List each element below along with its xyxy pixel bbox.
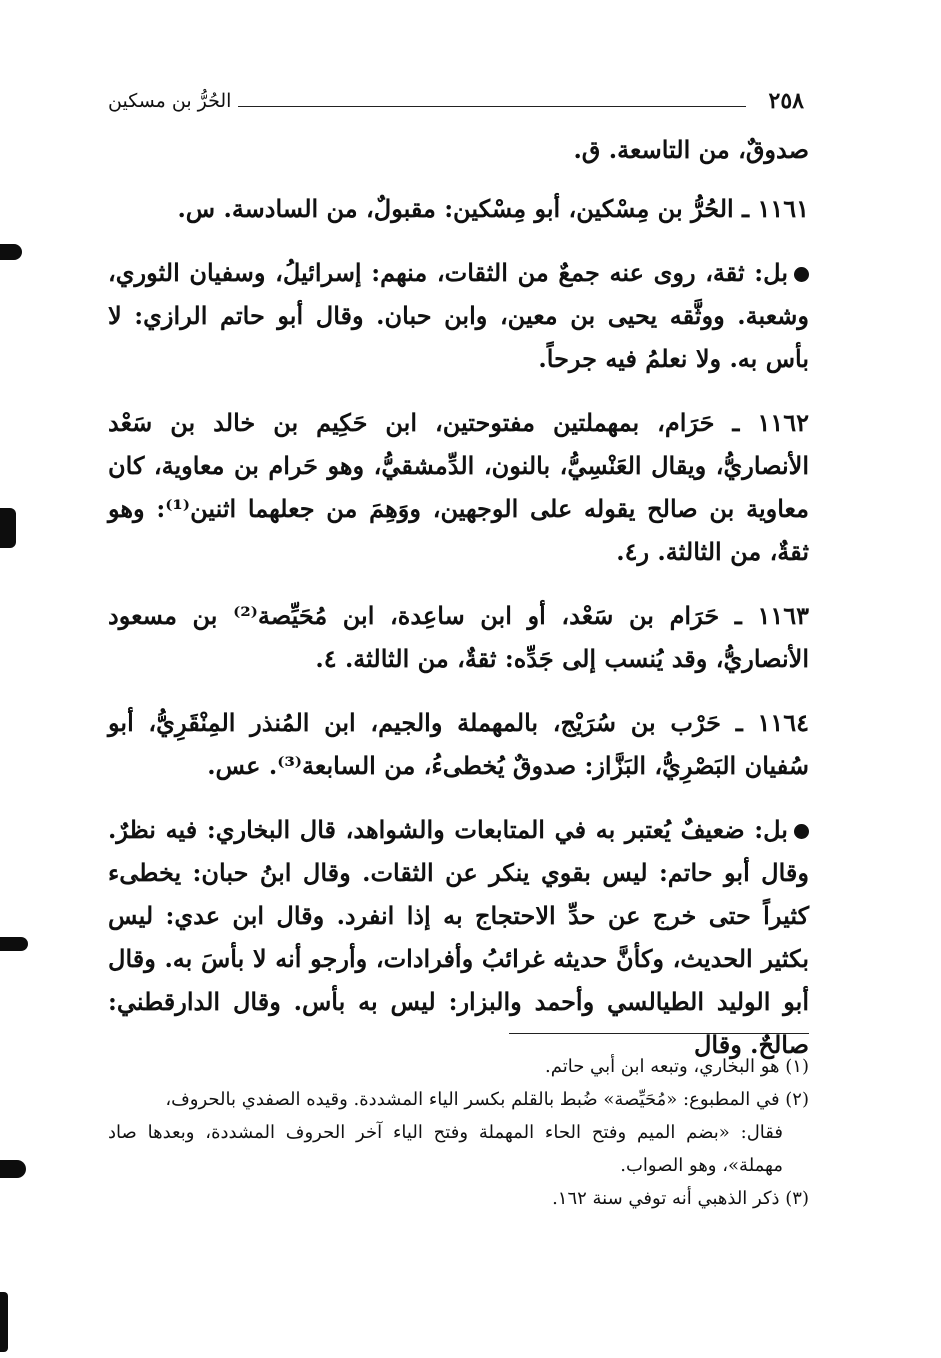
scan-mark xyxy=(0,508,16,548)
comment-text: بل: ثقة، روى عنه جمعٌ من الثقات، منهم: إسرائيلُ، وسفيان الثوري، وشعبة. ووثَّقه يحيى بن معين، وابن حبان. وقال أبو حاتم الرازي: لا بأس به. ولا نعلمُ فيه جرحاً. xyxy=(108,258,810,373)
comment-text: بل: ضعيفٌ يُعتبر به في المتابعات والشواهد، قال البخاري: فيه نظرٌ. وقال أبو حاتم: ليس بقوي ينكر عن الثقات. وقال ابنُ حبان: يخطىء كثيراً حتى خرج عن حدِّ الاحتجاج به إذا انفرد. وقال ابن عدي: ليس بكثير الحديث، وكأنَّ حديثه غرائبُ وأفرادات، وأرجو أنه لا بأسَ به. وقال أبو الوليد الطيالسي وأحمد والبزار: ليس به بأس. وقال الدارقطني: صالحٌ. وقال xyxy=(108,815,809,1059)
entry-1162: ١١٦٢ ـ حَرَام، بمهملتين مفتوحتين، ابن حَكِيم بن خالد بن سَعْد الأنصاريُّ، ويقال العَنْسِيُّ، بالنون، الدِّمشقيُّ، وهو حَرام بن معاوية، كان معاوية بن صالح يقوله على الوجهين، ووَهِمَ من جعلهما اثنين⁽¹⁾: وهو ثقةٌ، من الثالثة. ر٤. xyxy=(108,408,810,566)
footnote-2: (٢) في المطبوع: «مُحَيِّصة» ضُبط بالقلم بكسر الياء المشددة. وقيده الصفدي بالحروف، xyxy=(165,1089,809,1110)
header-rule xyxy=(238,106,746,107)
footnote-3: (٣) ذكر الذهبي أنه توفي سنة ١٦٢. xyxy=(552,1188,809,1209)
scan-mark xyxy=(0,1292,8,1352)
scan-mark xyxy=(0,937,28,951)
entry-1161: ١١٦١ ـ الحُرُّ بن مِسْكين، أبو مِسْكين: مقبولٌ، من السادسة. س. xyxy=(177,194,809,223)
comment-1161 xyxy=(108,251,809,380)
running-title: الحُرُّ بن مسكين xyxy=(108,90,232,112)
main-text xyxy=(108,128,809,1087)
scan-mark xyxy=(0,1160,26,1178)
entry-1164: ١١٦٤ ـ حَرْب بن سُرَيْج، بالمهملة والجيم، ابن المُنذر المِنْقَرِيُّ، أبو سُفيان البَصْرِيُّ، البَزَّاز: صدوقٌ يُخطىءُ، من السابعة⁽³⁾. عس. xyxy=(108,708,809,780)
scan-mark xyxy=(0,244,22,260)
entry-1163: ١١٦٣ ـ حَرَام بن سَعْد، أو ابن ساعِدة، ابن مُحَيِّصة⁽²⁾ بن مسعود الأنصاريُّ، وقد يُنسب إلى جَدِّه: ثقةٌ، من الثالثة. ٤. xyxy=(108,601,809,673)
footnote-1: (١) هو البخاري، وتبعه ابن أبي حاتم. xyxy=(545,1056,809,1077)
bullet-dot-icon xyxy=(794,824,809,839)
bullet-dot-icon xyxy=(794,267,809,282)
footnotes xyxy=(108,1050,809,1215)
footnote-2-continuation: فقال: «بضم الميم وفتح الحاء المهملة وفتح الياء آخر الحروف المشددة، وبعدها صاد مهملة»، وهو الصواب. xyxy=(108,1122,783,1176)
page-header xyxy=(108,88,808,122)
paragraph-continuation: صدوقٌ، من التاسعة. ق. xyxy=(573,135,809,164)
comment-1164 xyxy=(108,808,809,1066)
page-number: ٢٥٨ xyxy=(768,88,804,114)
footnote-divider xyxy=(509,1033,809,1034)
